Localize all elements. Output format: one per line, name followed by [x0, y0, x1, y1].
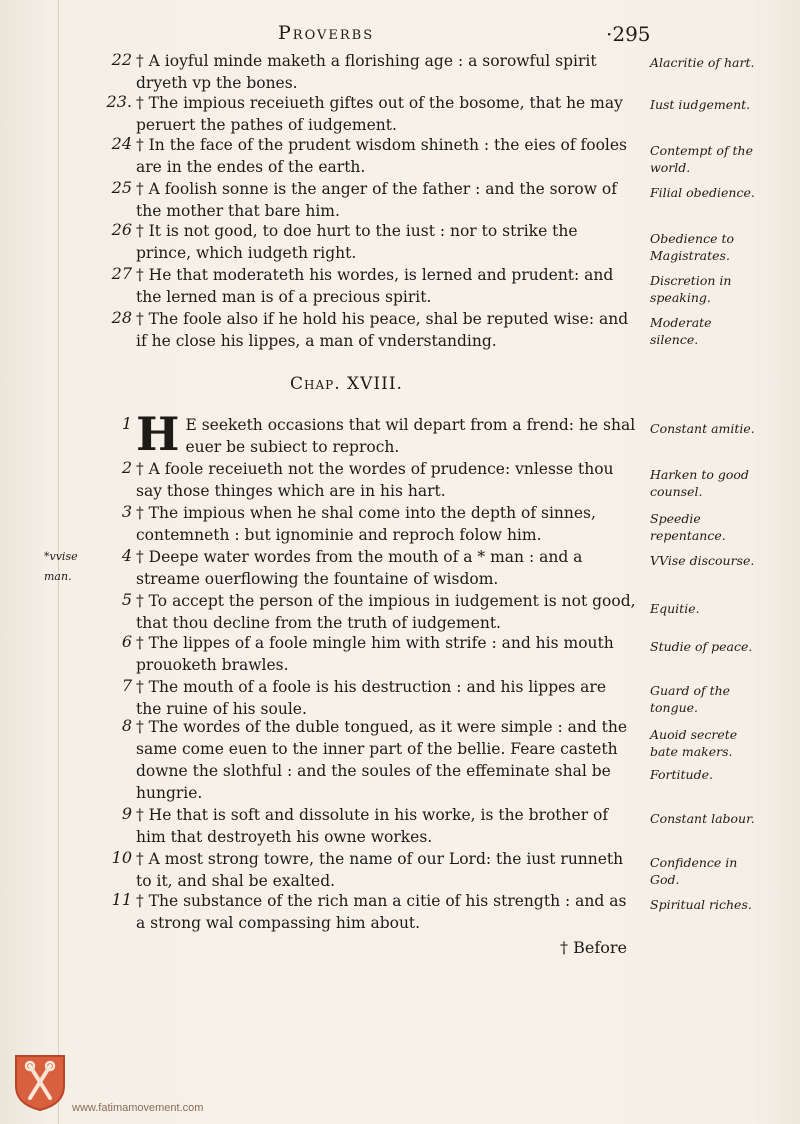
margin-note: Moderate silence. [650, 315, 712, 347]
margin-note: Speedie repentance. [650, 511, 726, 543]
verse-number: 22 [111, 50, 132, 69]
margin-note: Spiritual riches. [650, 897, 752, 912]
chapter-heading: Chap. XVIII. [290, 374, 403, 394]
verse-text: † A most strong towre, the name of our Lord: the iust runneth to it, and shal be exalted. [136, 850, 624, 890]
verse-number: 7 [121, 676, 132, 695]
verse-text: † It is not good, to doe hurt to the iust : nor to strike the prince, which iudgeth right. [136, 222, 578, 262]
margin-note: Confidence in God. [650, 855, 738, 887]
margin-note: Equitie. [650, 601, 700, 616]
verse-number: 27 [111, 264, 132, 283]
verse-text: † The wordes of the duble tongued, as it were simple : and the same come euen to the inner part of the bellie. Feare casteth downe the slothful : and the soules of the effeminate shal be hungrie. [136, 718, 628, 802]
verse-number: 9 [121, 804, 132, 823]
margin-note: Alacritie of hart. [650, 55, 755, 70]
verse-number: 5 [121, 590, 132, 609]
shield-logo-icon [12, 1052, 68, 1112]
verse-number: 25 [111, 178, 132, 197]
verse-number: 26 [111, 220, 132, 239]
margin-note: Filial obedience. [650, 185, 755, 200]
verse-number: 6 [121, 632, 132, 651]
verse-number: 10 [111, 848, 132, 867]
verse-text: † Deepe water wordes from the mouth of a * man : and a streame ouerflowing the fountaine of wisdom. [136, 548, 583, 588]
catchword: † Before [560, 938, 627, 957]
verse-number: 28 [111, 308, 132, 327]
verse-number: 24 [111, 134, 132, 153]
margin-note: Contempt of the world. [650, 143, 754, 175]
verse-text: † The substance of the rich man a citie of his strength : and as a strong wal compassing him about. [136, 892, 627, 932]
verse-text: † The impious when he shal come into the depth of sinnes, contemneth : but ignominie and reproch folow him. [136, 504, 596, 544]
verse-text: † A ioyful minde maketh a florishing age : a sorowful spirit dryeth vp the bones. [136, 52, 597, 92]
verse-text: † The foole also if he hold his peace, shal be reputed wise: and if he close his lippes, a man of vnderstanding. [136, 310, 629, 350]
margin-note: VVise discourse. [650, 553, 755, 568]
verse-number: 4 [121, 546, 132, 565]
verse-text: † The mouth of a foole is his destruction : and his lippes are the ruine of his soule. [136, 678, 606, 718]
margin-note: Fortitude. [650, 767, 713, 782]
left-margin-note: *vvise man. [44, 550, 78, 583]
page-number: ·295 [606, 22, 651, 46]
verse-text: † A foole receiueth not the wordes of prudence: vnlesse thou say those thinges which are in his hart. [136, 460, 614, 500]
margin-note: Guard of the tongue. [650, 683, 731, 715]
running-title: Proverbs [278, 22, 375, 44]
verse-text [136, 407, 636, 461]
verse-text: † He that is soft and dissolute in his worke, is the brother of him that destroyeth his owne workes. [136, 806, 609, 846]
verse-text: † The lippes of a foole mingle him with strife : and his mouth prouoketh brawles. [136, 634, 614, 674]
verse-text: † He that moderateth his wordes, is lerned and prudent: and the lerned man is of a precious spirit. [136, 266, 614, 306]
verse-text: † To accept the person of the impious in iudgement is not good, that thou decline from the truth of iudgement. [136, 592, 636, 632]
verse-number: 3 [121, 502, 132, 521]
verse-number: 1 [121, 414, 132, 433]
margin-note: Obedience to Magistrates. [650, 231, 735, 263]
verse-number: 11 [111, 890, 132, 909]
verse-text: † A foolish sonne is the anger of the father : and the sorow of the mother that bare him. [136, 180, 617, 220]
verse-number: 8 [121, 716, 132, 735]
margin-note: Harken to good counsel. [650, 467, 749, 499]
verse-body: E seeketh occasions that wil depart from a frend: he shal euer be subiect to reproch. [185, 416, 636, 456]
margin-note: Constant amitie. [650, 421, 755, 436]
margin-note: Iust iudgement. [650, 97, 751, 112]
margin-note: Discretion in speaking. [650, 273, 732, 305]
verse-number: 23. [106, 92, 132, 111]
page-header [0, 20, 800, 50]
verse-number: 2 [121, 458, 132, 477]
drop-cap: H [136, 407, 180, 461]
margin-note: Studie of peace. [650, 639, 753, 654]
verse-text: † The impious receiueth giftes out of the bosome, that he may peruert the pathes of iudgement. [136, 94, 623, 134]
website-link[interactable]: www.fatimamovement.com [72, 1102, 204, 1114]
margin-note: Constant labour. [650, 811, 755, 826]
margin-note: Auoid secrete bate makers. [650, 727, 738, 759]
verse-text: † In the face of the prudent wisdom shineth : the eies of fooles are in the endes of the earth. [136, 136, 628, 176]
